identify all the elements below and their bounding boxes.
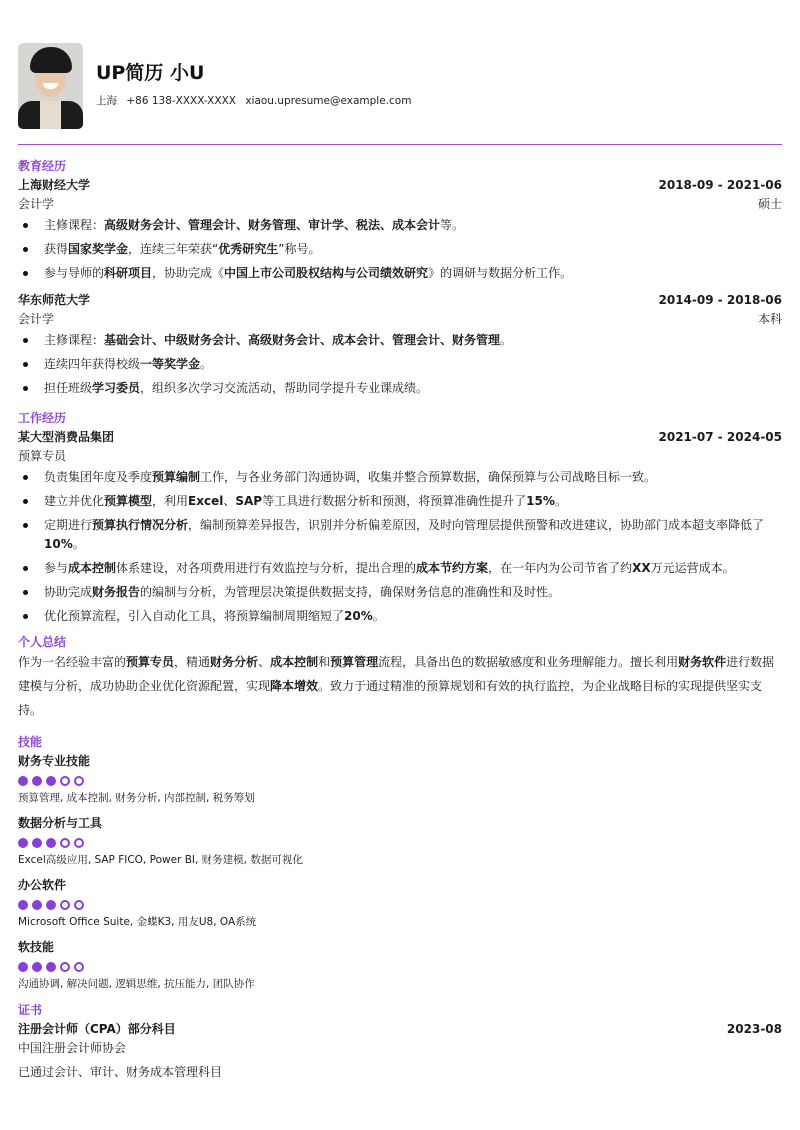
bullet-item: 主修课程：基础会计、中级财务会计、高级财务会计、成本会计、管理会计、财务管理。 — [18, 331, 782, 350]
bullet-item: 定期进行预算执行情况分析，编制预算差异报告，识别并分析偏差原因，及时向管理层提供预警和改进建议，协助部门成本超支率降低了10%。 — [18, 516, 782, 554]
job-role: 预算专员 — [18, 449, 67, 463]
section-title: 工作经历 — [18, 411, 67, 425]
email: xiaou.upresume@example.com — [245, 94, 412, 107]
filled-dot-icon — [32, 838, 42, 848]
certificate-issuer: 中国注册会计师协会 — [18, 1041, 127, 1055]
education-entry — [18, 176, 782, 283]
date-range: 2014-09 - 2018-06 — [658, 293, 782, 307]
bullet-item: 参与导师的科研项目，协助完成《中国上市公司股权结构与公司绩效研究》的调研与数据分析工作。 — [18, 264, 782, 283]
skills-section — [18, 732, 782, 992]
skill-description: 预算管理, 成本控制, 财务分析, 内部控制, 税务筹划 — [18, 792, 255, 804]
bullet-list — [18, 331, 782, 398]
skill-name: 数据分析与工具 — [18, 816, 103, 830]
major: 会计学 — [18, 197, 55, 211]
bullet-item: 协助完成财务报告的编制与分析，为管理层决策提供数据支持，确保财务信息的准确性和及时性。 — [18, 583, 782, 602]
date-range: 2018-09 - 2021-06 — [658, 178, 782, 192]
education-entry — [18, 291, 782, 398]
resume-body — [18, 156, 782, 1081]
filled-dot-icon — [32, 962, 42, 972]
skill-description: 沟通协调, 解决问题, 逻辑思维, 抗压能力, 团队协作 — [18, 978, 255, 990]
filled-dot-icon — [18, 776, 28, 786]
certificate-name: 注册会计师（CPA）部分科目 — [18, 1022, 176, 1036]
section-title: 技能 — [18, 735, 43, 749]
empty-dot-icon — [60, 962, 70, 972]
school-name: 华东师范大学 — [18, 293, 91, 307]
skill-name: 办公软件 — [18, 878, 67, 892]
degree: 本科 — [757, 312, 782, 326]
summary-text: 作为一名经验丰富的预算专员，精通财务分析、成本控制和预算管理流程，具备出色的数据敏感度和业务理解能力。擅长利用财务软件进行数据建模与分析，成功协助企业优化资源配置，实现降本增效。致力于通过精准的预算规划和有效的执行监控，为企业战略目标的实现提供坚实支持。 — [18, 655, 775, 717]
location: 上海 — [96, 94, 117, 107]
section-title: 个人总结 — [18, 635, 67, 649]
bullet-item: 建立并优化预算模型，利用Excel、SAP等工具进行数据分析和预测，将预算准确性提升了15%。 — [18, 492, 782, 511]
empty-dot-icon — [60, 776, 70, 786]
bullet-item: 负责集团年度及季度预算编制工作，与各业务部门沟通协调，收集并整合预算数据，确保预算与公司战略目标一致。 — [18, 468, 782, 487]
bullet-item: 主修课程：高级财务会计、管理会计、财务管理、审计学、税法、成本会计等。 — [18, 216, 782, 235]
date-range: 2021-07 - 2024-05 — [658, 430, 782, 444]
empty-dot-icon — [74, 900, 84, 910]
skill-name: 财务专业技能 — [18, 754, 91, 768]
bullet-item: 担任班级学习委员，组织多次学习交流活动，帮助同学提升专业课成绩。 — [18, 379, 782, 398]
header-divider — [18, 144, 782, 145]
skill-name: 软技能 — [18, 940, 55, 954]
empty-dot-icon — [60, 900, 70, 910]
bullet-item: 优化预算流程，引入自动化工具，将预算编制周期缩短了20%。 — [18, 607, 782, 626]
bullet-item: 获得国家奖学金，连续三年荣获“优秀研究生”称号。 — [18, 240, 782, 259]
filled-dot-icon — [18, 962, 28, 972]
work-entry — [18, 428, 782, 626]
section-title: 证书 — [18, 1003, 43, 1017]
empty-dot-icon — [60, 838, 70, 848]
bullet-list — [18, 216, 782, 283]
certificates-section — [18, 1000, 782, 1081]
filled-dot-icon — [18, 900, 28, 910]
summary-section — [18, 632, 782, 722]
skill-level-rating — [18, 776, 782, 786]
filled-dot-icon — [46, 838, 56, 848]
school-name: 上海财经大学 — [18, 178, 91, 192]
candidate-name: UP简历 小U — [96, 61, 205, 84]
skill-item — [18, 814, 782, 868]
skill-description: Excel高级应用, SAP FICO, Power BI, 财务建模, 数据可视化 — [18, 854, 303, 866]
skill-level-rating — [18, 900, 782, 910]
filled-dot-icon — [32, 776, 42, 786]
bullet-item: 连续四年获得校级一等奖学金。 — [18, 355, 782, 374]
skills-list — [18, 752, 782, 992]
phone: +86 138-XXXX-XXXX — [126, 94, 236, 107]
certificate-desc: 已通过会计、审计、财务成本管理科目 — [18, 1065, 223, 1079]
education-section — [18, 156, 782, 398]
skill-description: Microsoft Office Suite, 金蝶K3, 用友U8, OA系统 — [18, 916, 257, 928]
certificate-date: 2023-08 — [726, 1022, 782, 1036]
resume-header — [18, 43, 417, 129]
company-name: 某大型消费品集团 — [18, 430, 115, 444]
empty-dot-icon — [74, 962, 84, 972]
skill-item — [18, 938, 782, 992]
certificate-entry — [18, 1020, 782, 1081]
filled-dot-icon — [18, 838, 28, 848]
filled-dot-icon — [32, 900, 42, 910]
contact-info — [96, 93, 417, 108]
bullet-list — [18, 468, 782, 626]
degree: 硕士 — [757, 197, 782, 211]
skill-item — [18, 752, 782, 806]
work-section — [18, 408, 782, 626]
skill-item — [18, 876, 782, 930]
filled-dot-icon — [46, 962, 56, 972]
skill-level-rating — [18, 962, 782, 972]
avatar — [18, 43, 83, 129]
bullet-item: 参与成本控制体系建设，对各项费用进行有效监控与分析，提出合理的成本节约方案，在一年内为公司节省了约XX万元运营成本。 — [18, 559, 782, 578]
skill-level-rating — [18, 838, 782, 848]
empty-dot-icon — [74, 838, 84, 848]
section-title: 教育经历 — [18, 159, 67, 173]
empty-dot-icon — [74, 776, 84, 786]
major: 会计学 — [18, 312, 55, 326]
filled-dot-icon — [46, 776, 56, 786]
filled-dot-icon — [46, 900, 56, 910]
